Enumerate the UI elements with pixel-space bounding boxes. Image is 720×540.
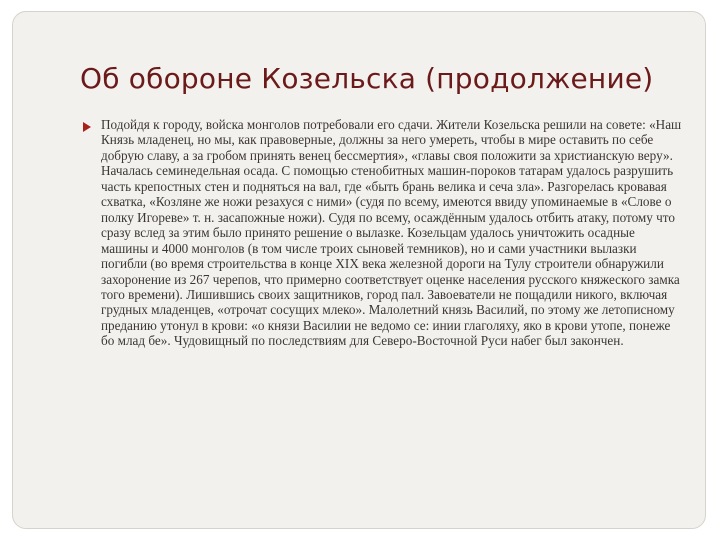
triangle-bullet-icon — [83, 122, 91, 132]
slide-title: Об обороне Козельска (продолжение) — [80, 62, 654, 95]
bullet-paragraph: Подойдя к городу, войска монголов потребовали его сдачи. Жители Козельска решили на совете: «Наш Князь младенец, но мы, как правоверные, должны за него умереть, чтобы в мире оставить по себе добрую славу, а за гробом принять венец бессмертия», «главы своя положити за христианскую веру». Началась семинедельная осада. С помощью стенобитных машин-пороков татарам удалось разрушить часть крепостных стен и подняться на вал, где «быть брань велика и сеча зла». Разгорелась кровавая схватка, «Козляне же ножи резахуся с ними» (судя по всему, имеются ввиду упоминаемые в «Слове о полку Игореве» т. н. засапожные ножи). Судя по всему, осаждённым удалось отбить атаку, потому что сразу вслед за этим было принято решение о вылазке. Козельцам удалось уничтожить осадные машины и 4000 монголов (в том числе троих сыновей темников), но и сами участники вылазки погибли (во время строительства в конце XIX века железной дороги на Тулу строители обнаружили захоронение из 267 черепов, что примерно соответствует оценке населения русского княжеского замка того времени). Лишившись своих защитников, город пал. Завоеватели не пощадили никого, включая грудных младенцев, «отрочат сосущих млеко». Малолетний князь Василий, по этому же летописному преданию утонул в крови: «о князи Василии не ведомо се: инии глаголяху, яко в крови утопе, понеже бо млад бе». Чудовищный по последствиям для Северо-Восточной Руси набег был закончен. — [101, 117, 682, 349]
bullet-list-item — [83, 117, 683, 349]
